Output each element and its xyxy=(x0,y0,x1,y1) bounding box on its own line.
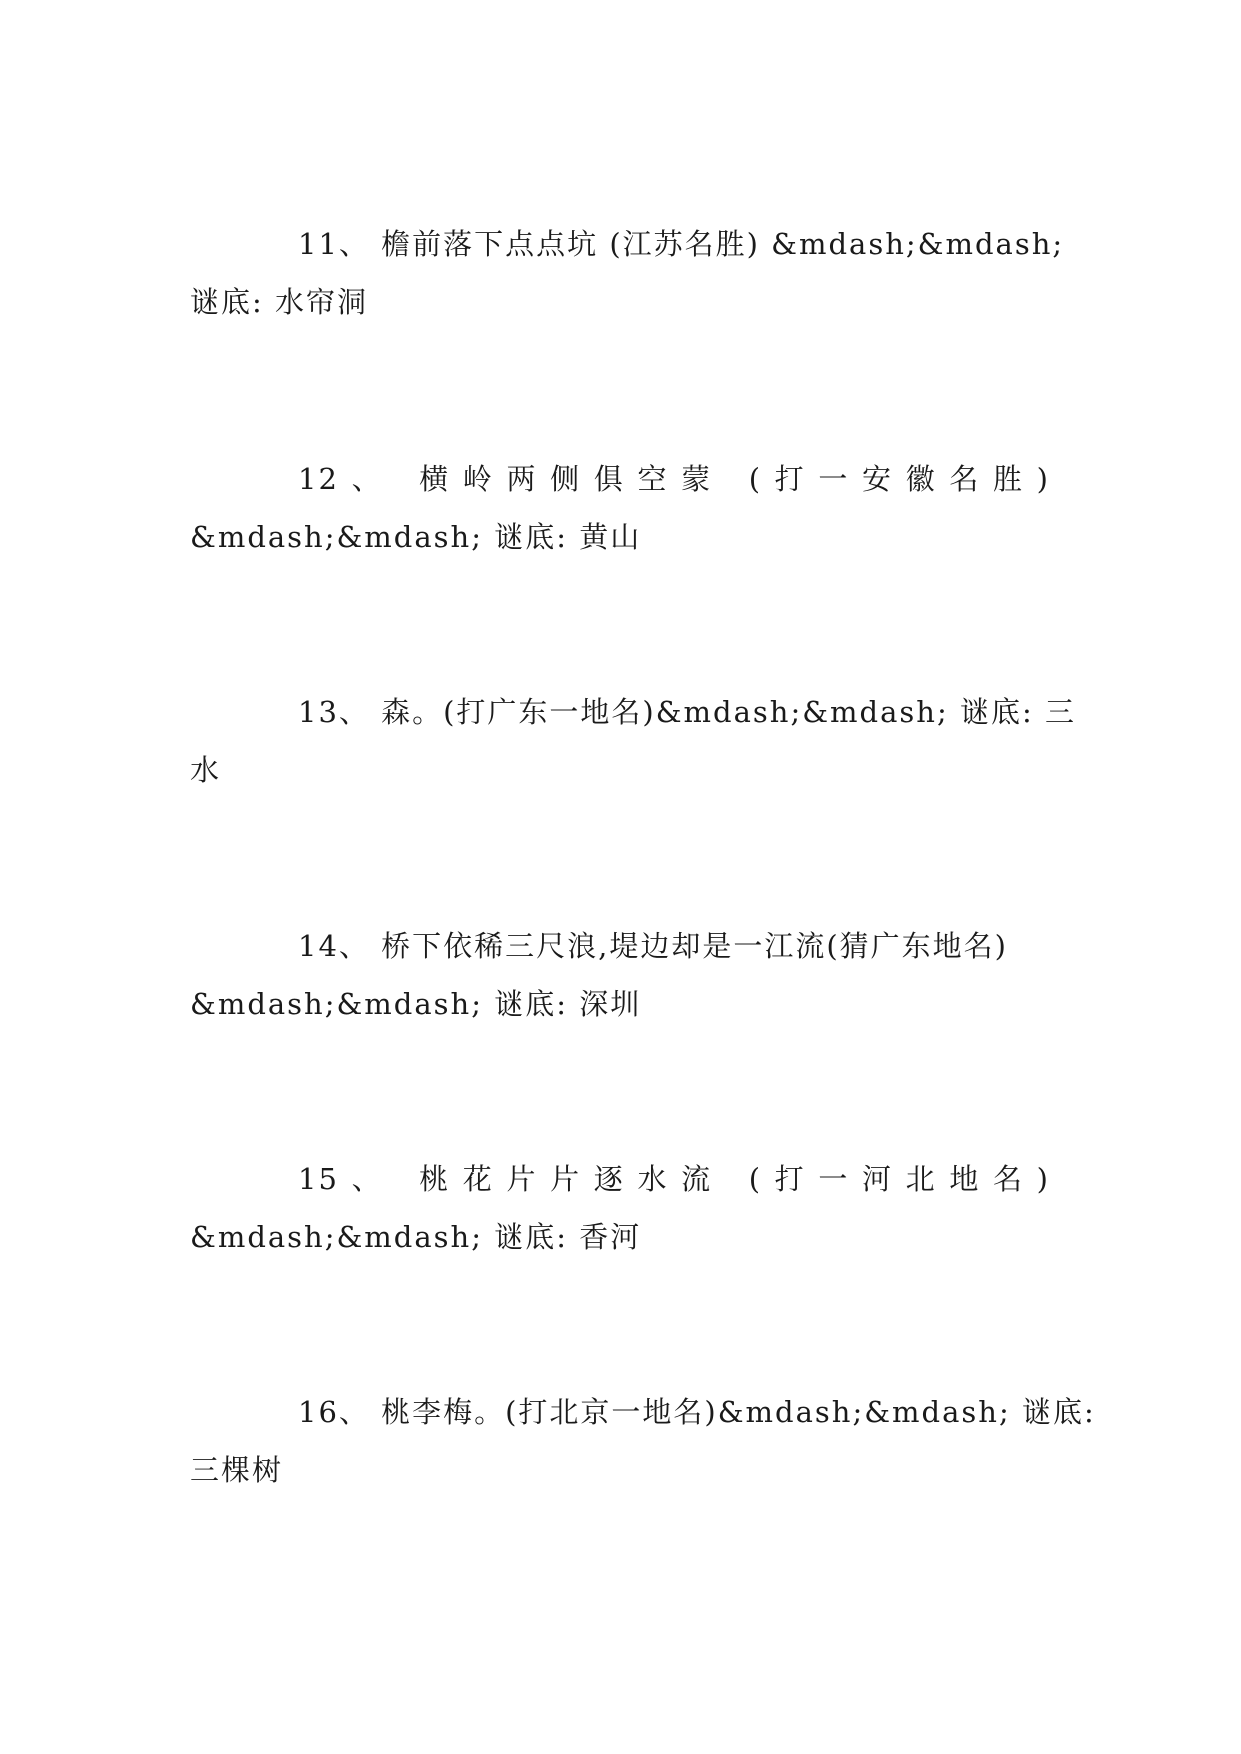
riddle-item-14 xyxy=(190,917,1050,1033)
riddle-item-15 xyxy=(190,1150,1050,1266)
riddle-question: 14、 桥下依稀三尺浪,堤边却是一江流(猜广东地名) xyxy=(298,929,1008,963)
riddle-answer: 水 xyxy=(190,753,222,787)
riddle-item-12 xyxy=(190,450,1050,566)
riddle-question: 12、 横岭两侧俱空蒙 (打一安徽名胜) xyxy=(298,462,1050,496)
riddle-item-11 xyxy=(190,215,1065,331)
riddle-question: 16、 桃李梅。(打北京一地名)&mdash;&mdash; 谜底: xyxy=(298,1395,1096,1429)
riddle-item-16 xyxy=(190,1383,1096,1499)
riddle-answer: 谜底: 水帘洞 xyxy=(190,285,368,319)
riddle-question: 11、 檐前落下点点坑 (江苏名胜) &mdash;&mdash; xyxy=(298,227,1065,261)
riddle-question: 13、 森。(打广东一地名)&mdash;&mdash; 谜底: 三 xyxy=(298,695,1076,729)
riddle-question: 15、 桃花片片逐水流 (打一河北地名) xyxy=(298,1162,1050,1196)
riddle-answer: 三棵树 xyxy=(190,1453,284,1487)
riddle-answer: &mdash;&mdash; 谜底: 香河 xyxy=(190,1220,642,1254)
riddle-answer: &mdash;&mdash; 谜底: 黄山 xyxy=(190,520,642,554)
riddle-answer: &mdash;&mdash; 谜底: 深圳 xyxy=(190,987,642,1021)
riddle-item-13 xyxy=(190,683,1076,799)
